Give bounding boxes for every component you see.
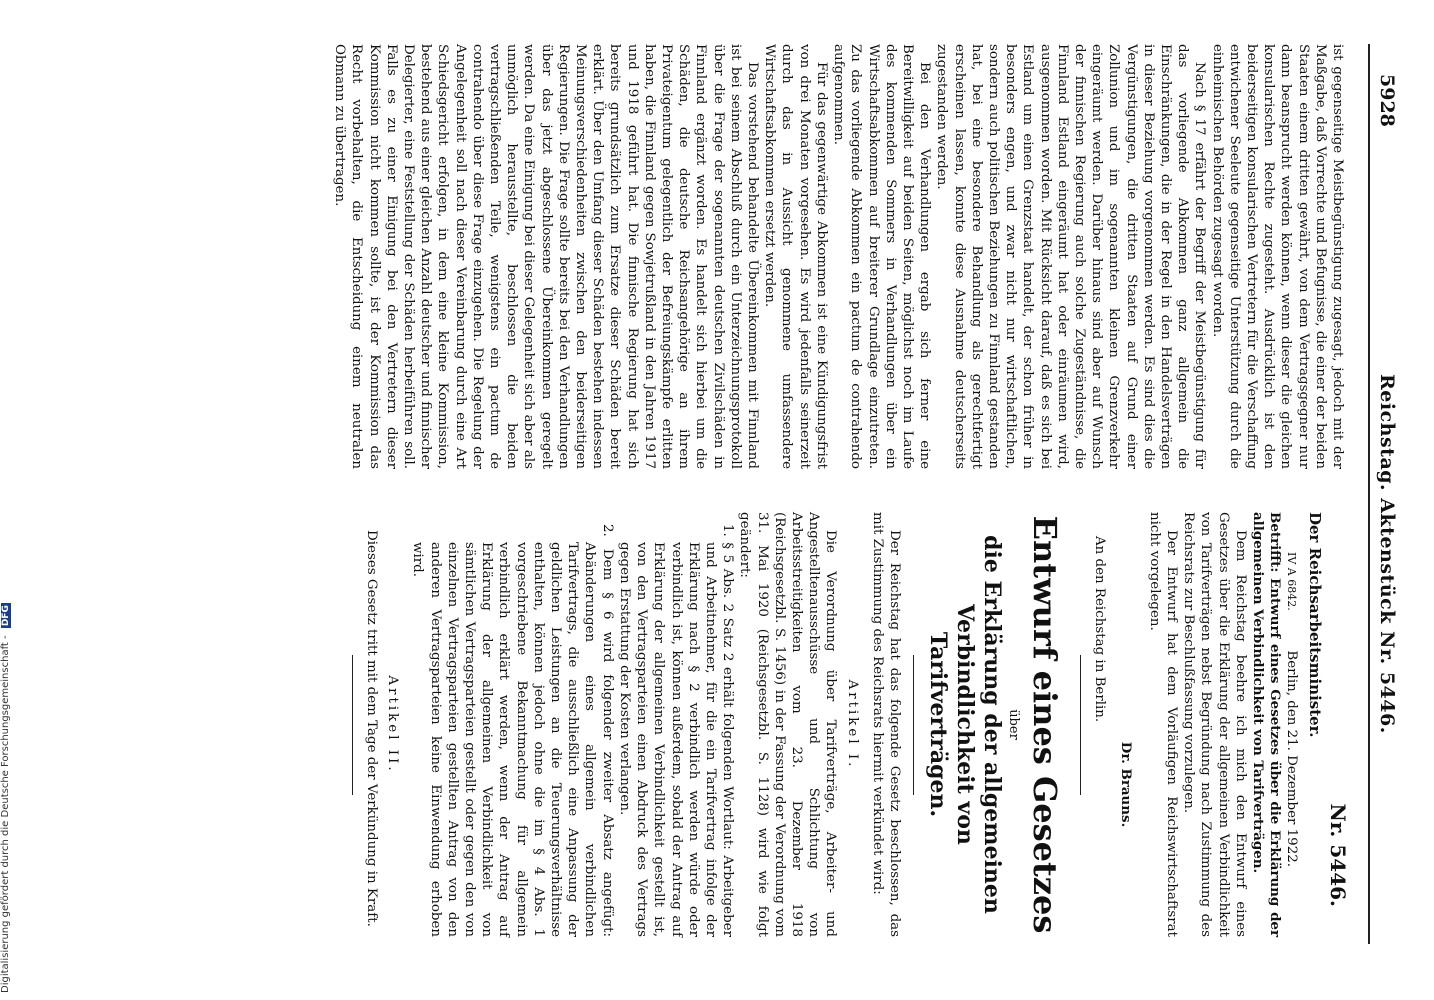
addressee: An den Reichstag in Berlin.	[1092, 536, 1108, 723]
article-text: Die Verordnung über Tarifverträge, Arbeiter- und Angestelltenausschüsse und Schlichtung von Arbeitsstreitigkeiten vom 23. Dezember 1918 (Reichsgesetzbl. S. 1456) in der Fassung der Verordnung vom 31. Mai 1920 (Reichsgesetzbl. S. 1128) wird wie folgt geändert:	[737, 512, 839, 937]
article-item: 1. § 5 Abs. 2 Satz 2 erhält folgenden Wortlaut: Arbeitgeber und Arbeitnehmer, für die ein Tarifvertrag infolge der Erklärung nach § 2 verbindlich werden würde oder verbindlich ist, können außerdem, sobald der Antrag auf Erklärung der allgemeinen Verbindlichkeit gestellt ist, von den Vertragsparteien einen Abdruck des Vertrags gegen Erstattung der Kosten verlangen.	[616, 524, 736, 937]
article-heading: Artikel II.	[385, 675, 401, 774]
paragraph: ist gegenseitige Meistbegünstigung zugesagt, jedoch mit der Maßgabe, daß Vorrechte und Befugnisse, die einer der beiden Staaten einem dritten gewährt, von dem Vertragsgegner nur dann beansprucht werden können, wenn dieser die gleichen konsularischen Rechte zugesteht. Ausdrücklich ist den beiderseitigen konsularischen Vertretern für die Verschaffung entwichener Seeleute gegenseitige Unterstützung durch die einheimischen Behörden zugesagt worden.	[1209, 44, 1345, 469]
law-title-connector: über	[1006, 709, 1022, 740]
left-column	[331, 44, 1346, 469]
subject-line: Betrifft: Entwurf eines Gesetzes über die Erklärung der allgemeinen Verbindlichkeit von Tarifverträgen.	[1249, 512, 1284, 937]
paragraph: Bei den Verhandlungen ergab sich ferner eine Bereitwilligkeit auf beiden Seiten, möglichst noch im Laufe des kommenden Sommers in Verhandlungen über ein Wirtschaftsabkommen auf breiterer Grundlage einzutreten. Zu das vorliegende Abkommen ein pactum de contrahendo aufgenommen.	[831, 44, 933, 469]
preamble: Der Reichstag hat das folgende Gesetz beschlossen, das mit Zustimmung des Reichsrats hiermit verkündet wird:	[869, 512, 902, 937]
paragraph: Das vorstehend behandelte Übereinkommen mit Finnland ist bei seinem Abschluß durch ein Unterzeichnungsprotokoll über die Frage der sogenannten deutschen Zivilschäden in Finnland ergänzt worden. Es handelt sich hierbei um die Schäden, die deutsche Reichsangehörige an ihrem Privateigentum gelegentlich der Befreiungskämpfe erlitten haben, die Finnland gegen Sowjetrußland in den Jahren 1917 und 1918 geführt hat. Die finnische Regierung hat sich bereits grundsätzlich zum Ersatze dieser Schäden bereit erklärt. Über den Umfang dieser Schäden bestehen indessen Meinungsverschiedenheiten zwischen den beiderseitigen Regierungen. Die Frage sollte bereits bei den Verhandlungen über das jetzt abgeschlossene Übereinkommen geregelt werden. Da eine Einigung bei dieser Gelegenheit sich aber als unmöglich herausstellte, beschlossen die beiden vertragschließenden Teile, wenigstens ein pactum de contrahendo über diese Frage einzugehen. Die Regelung der Angelegenheit soll nach dieser Vereinbarung durch eine Art Schiedsgericht erfolgen, in dem eine kleine Kommission, bestehend aus einer gleichen Anzahl deutscher und finnischer Delegierter, eine Feststellung der Schäden herbeiführen soll. Falls es zu einer Einigung bei den Vertretern dieser Kommission nicht kommen sollte, ist der Kommission das Recht vorbehalten, die Entscheidung einem neutralen Obmann zu übertragen.	[332, 44, 761, 469]
page-title: Reichstag. Aktenstück Nr. 5446.	[1376, 374, 1398, 734]
header-rule	[1368, 44, 1370, 944]
paragraph: Für das gegenwärtige Abkommen ist eine Kündigungsfrist von drei Monaten vorgesehen. Es wird jedenfalls seinerzeit durch das in Aussicht genommene umfassendere Wirtschaftsabkommen ersetzt werden.	[762, 44, 829, 469]
rotated-page	[138, 44, 1398, 974]
document-number: Nr. 5446.	[1326, 803, 1350, 907]
right-column	[342, 512, 1350, 937]
divider	[352, 655, 353, 795]
credit-text: Digitalisierung gefördert durch die Deutsche Forschungsgemeinschaft -	[0, 635, 11, 993]
divider	[1080, 655, 1081, 795]
article-heading: Artikel I.	[844, 679, 860, 770]
paragraph: Nach § 17 erfährt der Begriff der Meistbegünstigung für das vorliegende Abkommen ganz allgemein die Einschränkungen, die in der Regel in den Handelsverträgen in dieser Beziehung vorgenommen werden. Es sind dies die Vergünstigungen, die dritten Staaten auf Grund einer Zollunion und im sogenannten kleinen Grenzverkehr eingeräumt werden. Darüber hinaus sind aber auf Wunsch der finnischen Regierung auch solche Zugeständnisse, die Finnland Estland eingeräumt hat oder einräumen wird, ausgenommen worden. Mit Rücksicht darauf, daß es sich bei Estland um einen Grenzstaat handelt, der schon früher in besonders engen, und zwar nicht nur wirtschaftlichen, sondern auch politischen Beziehungen zu Finnland gestanden hat, bei eine besondere Behandlung als gerechtfertigt erscheinen lassen, konnte diese Ausnahme deutscherseits zugestanden werden.	[934, 44, 1208, 469]
dfg-logo-icon: DFG	[1, 605, 11, 627]
article-text: Dieses Gesetz tritt mit dem Tage der Verkündung in Kraft.	[364, 530, 380, 927]
page-header	[1372, 74, 1398, 954]
sender: Der Reichsarbeitsminister.	[1305, 512, 1324, 738]
divider	[913, 655, 914, 795]
date-line: Berlin, den 21. Dezember 1922.	[1284, 650, 1300, 867]
cover-letter-note: Der Entwurf hat dem Vorläufigen Reichswirtschaftsrat nicht vorgelegen.	[1146, 512, 1179, 937]
law-title: Entwurf eines Gesetzes	[1026, 515, 1065, 934]
reference-number: IV A 6842.	[1284, 552, 1298, 611]
digitization-credit	[0, 603, 11, 993]
page-number: 5928	[1376, 74, 1398, 127]
law-subtitle: die Erklärung der allgemeinen Verbindlichkeit von Tarifverträgen.	[924, 535, 1005, 914]
cover-letter-body: Dem Reichstag beehre ich mich den Entwurf eines Gesetzes über die Erklärung der allgemeinen Verbindlichkeit von Tarifverträgen nebst Begründung nach Zustimmung des Reichsrats zur Beschlußfassung vorzulegen.	[1181, 512, 1248, 937]
signature: Dr. Brauns.	[1117, 741, 1134, 828]
article-item: 2. Dem § 6 wird folgender zweiter Absatz angefügt: Abänderungen eines allgemein verbindlichen Tarifvertrags, die ausschließlich eine Anpassung der geldlichen Leistungen an die Teuerungsverhältnisse enthalten, können jedoch ohne die im § 4 Abs. 1 vorgeschriebene Bekanntmachung für allgemein verbindlich erklärt werden, wenn der Antrag auf Erklärung der allgemeinen Verbindlichkeit von sämtlichen Vertragsparteien gestellt oder gegen den von einzelnen Vertragsparteien gestellten Antrag von den anderen Vertragsparteien keine Einwendung erhoben wird.	[410, 524, 615, 937]
